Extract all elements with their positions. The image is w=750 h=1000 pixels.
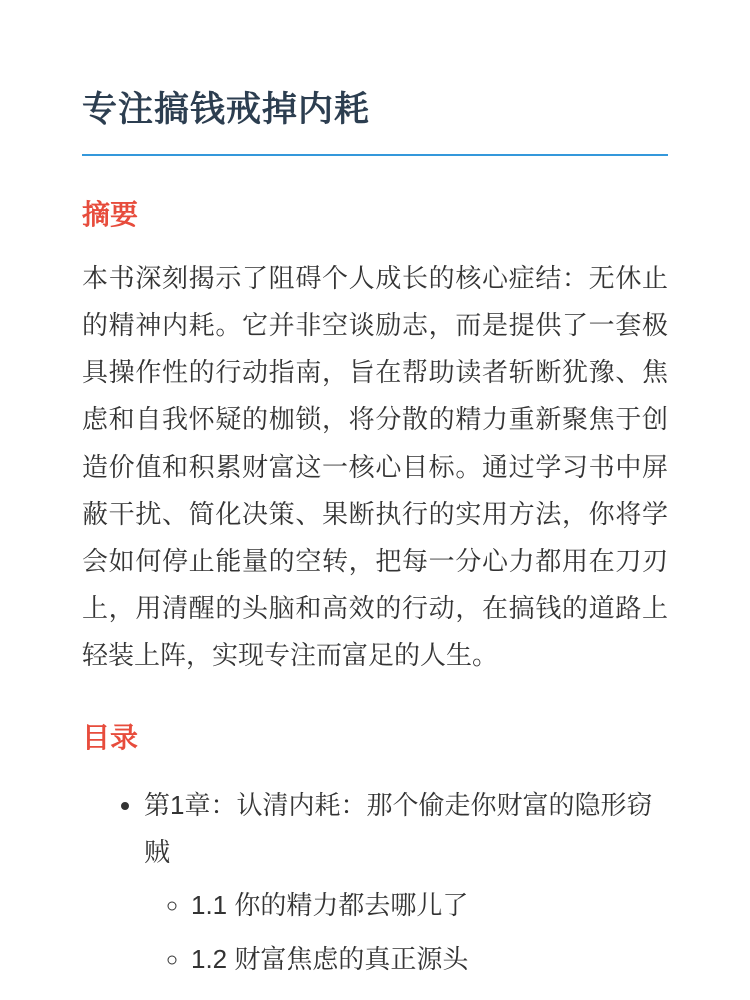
abstract-text: 本书深刻揭示了阻碍个人成长的核心症结：无休止的精神内耗。它并非空谈励志，而是提供了一套极具操作性的行动指南，旨在帮助读者斩断犹豫、焦虑和自我怀疑的枷锁，将分散的精力重新聚焦于创造价值和积累财富这一核心目标。通过学习书中屏蔽干扰、简化决策、果断执行的实用方法，你将学会如何停止能量的空转，把每一分心力都用在刀刃上，用清醒的头脑和高效的行动，在搞钱的道路上轻装上阵，实现专注而富足的人生。	[82, 263, 668, 670]
toc-list	[82, 782, 668, 982]
toc-section-item: ◦ 1.1 你的精力都去哪儿了	[191, 882, 668, 929]
title-divider	[82, 154, 668, 156]
abstract-heading: 摘要	[82, 198, 139, 230]
toc-section-item: ◦ 1.2 财富焦虑的真正源头	[191, 936, 668, 983]
toc-heading: 目录	[82, 721, 139, 753]
toc-sublist	[144, 882, 668, 982]
toc-chapter-item	[144, 782, 668, 982]
toc-chapter-label: 第1章：认清内耗：那个偷走你财富的隐形窃贼	[144, 790, 653, 868]
page-title: 专注搞钱戒掉内耗	[82, 90, 371, 129]
